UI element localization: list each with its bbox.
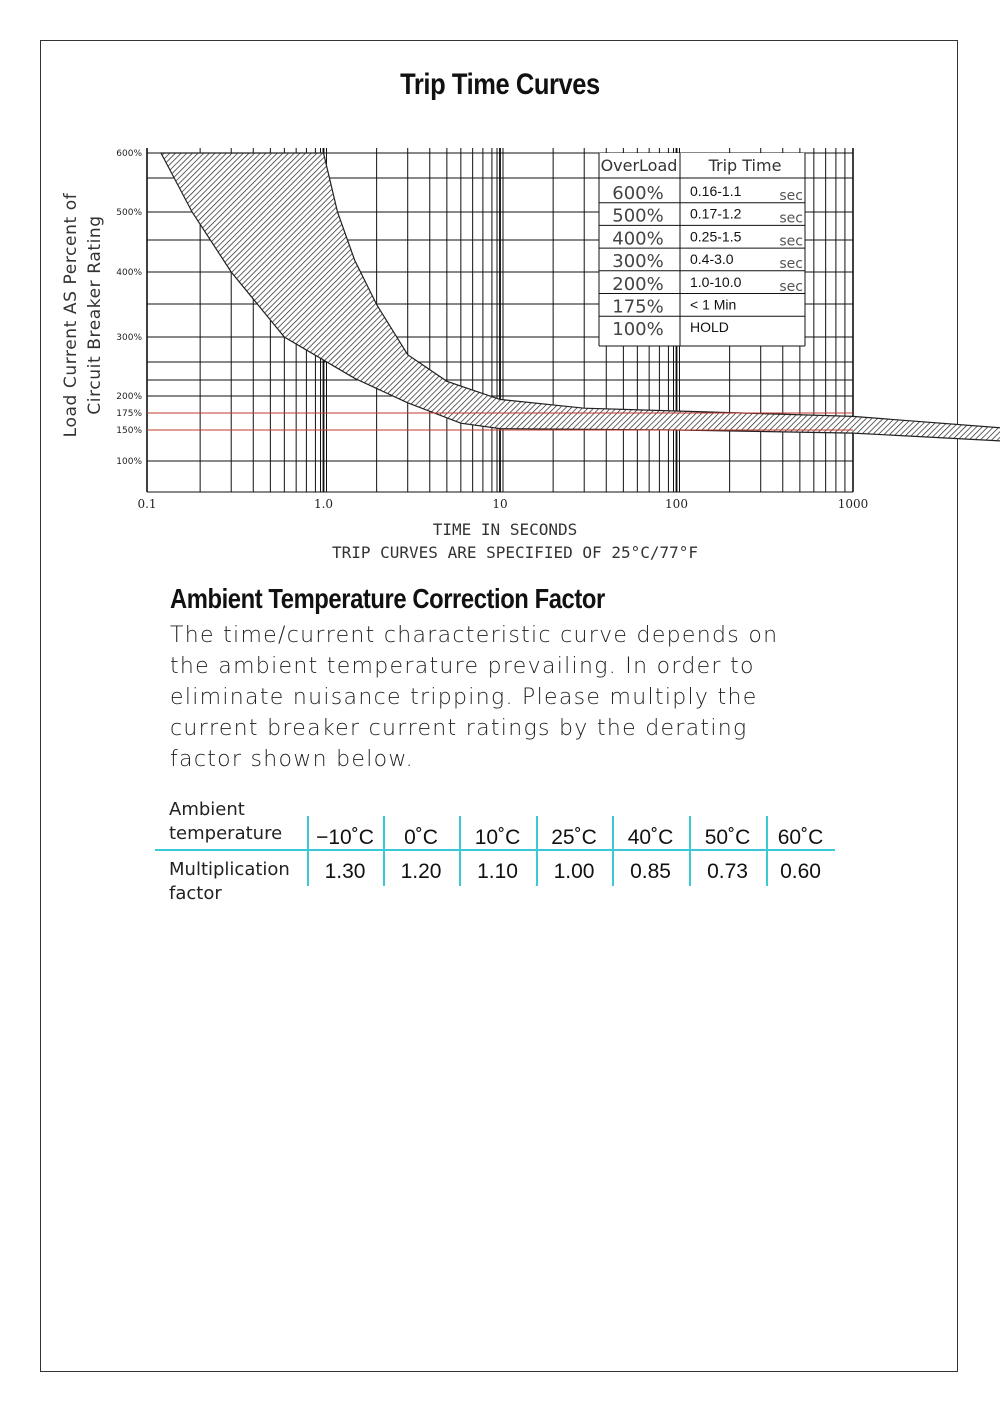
legend-overload-value: 300% xyxy=(612,251,664,273)
temperature-cell: 10˚C xyxy=(474,826,521,849)
factor-cell: 1.30 xyxy=(324,860,366,883)
factor-cell: 0.73 xyxy=(707,860,748,883)
paragraph-line: eliminate nuisance tripping. Please multiply the xyxy=(170,685,758,710)
x-tick-label: 1.0 xyxy=(313,497,334,511)
factor-cell: 1.10 xyxy=(477,860,518,883)
x-tick-label: 0.1 xyxy=(137,497,157,511)
legend-unit: sec xyxy=(779,278,803,295)
legend-unit: sec xyxy=(779,210,803,227)
legend-overload-value: 400% xyxy=(612,228,664,250)
legend-trip-time-value: HOLD xyxy=(690,319,729,336)
temperature-cell: 60˚C xyxy=(777,826,824,849)
legend-trip-time-value: 1.0-10.0 xyxy=(690,273,742,290)
legend-trip-time-value: 0.25-1.5 xyxy=(690,228,742,245)
y-tick-label: 300% xyxy=(116,333,142,343)
page-title: Trip Time Curves xyxy=(400,68,600,101)
temperature-cell: 0˚C xyxy=(404,826,438,849)
factor-cell: 1.20 xyxy=(400,860,442,883)
description-paragraph xyxy=(170,620,810,775)
y-tick-label: 100% xyxy=(116,457,142,467)
x-tick-label: 100 xyxy=(665,497,688,511)
legend-overload-value: 175% xyxy=(612,296,664,318)
temperature-cell: 40˚C xyxy=(627,826,674,849)
paragraph-line: The time/current characteristic curve depends on xyxy=(170,623,779,648)
x-axis-label: TIME IN SECONDS xyxy=(432,520,578,539)
legend-trip-time-value: 0.17-1.2 xyxy=(690,205,742,222)
y-tick-label: 400% xyxy=(116,268,142,278)
section-title: Ambient Temperature Correction Factor xyxy=(170,583,605,614)
paragraph-line: the ambient temperature prevailing. In order to xyxy=(170,654,755,679)
chart-note: TRIP CURVES ARE SPECIFIED OF 25°C/77°F xyxy=(331,543,699,562)
factor-cell: 1.00 xyxy=(553,860,595,883)
legend-trip-time-value: 0.16-1.1 xyxy=(690,183,742,199)
factor-cell: 0.85 xyxy=(630,860,671,883)
y-axis-label: Load Current AS Percent of xyxy=(61,192,81,438)
legend-unit: sec xyxy=(779,188,803,204)
y-tick-label: 600% xyxy=(116,149,142,159)
legend-overload-value: 600% xyxy=(612,183,664,204)
temperature-cell: −10˚C xyxy=(316,826,374,849)
temperature-cell: 25˚C xyxy=(551,826,597,849)
legend-overload-value: 100% xyxy=(612,319,664,341)
legend-unit: sec xyxy=(779,256,803,273)
legend-overload-value: 500% xyxy=(612,205,664,227)
y-tick-label: 175% xyxy=(116,409,142,419)
ambient-temperature-label: Ambient temperature xyxy=(169,799,283,844)
paragraph-line: factor shown below. xyxy=(170,747,414,772)
y-axis-label: Circuit Breaker Rating xyxy=(85,215,105,415)
y-tick-label: 150% xyxy=(116,426,142,436)
legend-unit: sec xyxy=(779,233,803,250)
multiplication-factor-label: Multiplication factor xyxy=(169,859,290,904)
trip-band xyxy=(161,153,1000,442)
trip-time-chart xyxy=(0,0,1000,580)
temperature-cell: 50˚C xyxy=(704,826,751,849)
y-tick-label: 200% xyxy=(116,392,142,402)
legend-trip-time-value: 0.4-3.0 xyxy=(690,251,734,268)
y-tick-label: 500% xyxy=(116,208,142,218)
factor-cell: 0.60 xyxy=(780,860,821,883)
paragraph-line: current breaker current ratings by the derating xyxy=(170,716,748,741)
legend-trip-time-value: < 1 Min xyxy=(690,296,737,313)
legend-header-overload: OverLoad xyxy=(600,156,678,175)
legend-header-trip-time: Trip Time xyxy=(708,156,782,175)
legend-overload-value: 200% xyxy=(612,273,664,295)
x-tick-label: 1000 xyxy=(837,497,869,511)
x-tick-label: 10 xyxy=(492,497,508,511)
